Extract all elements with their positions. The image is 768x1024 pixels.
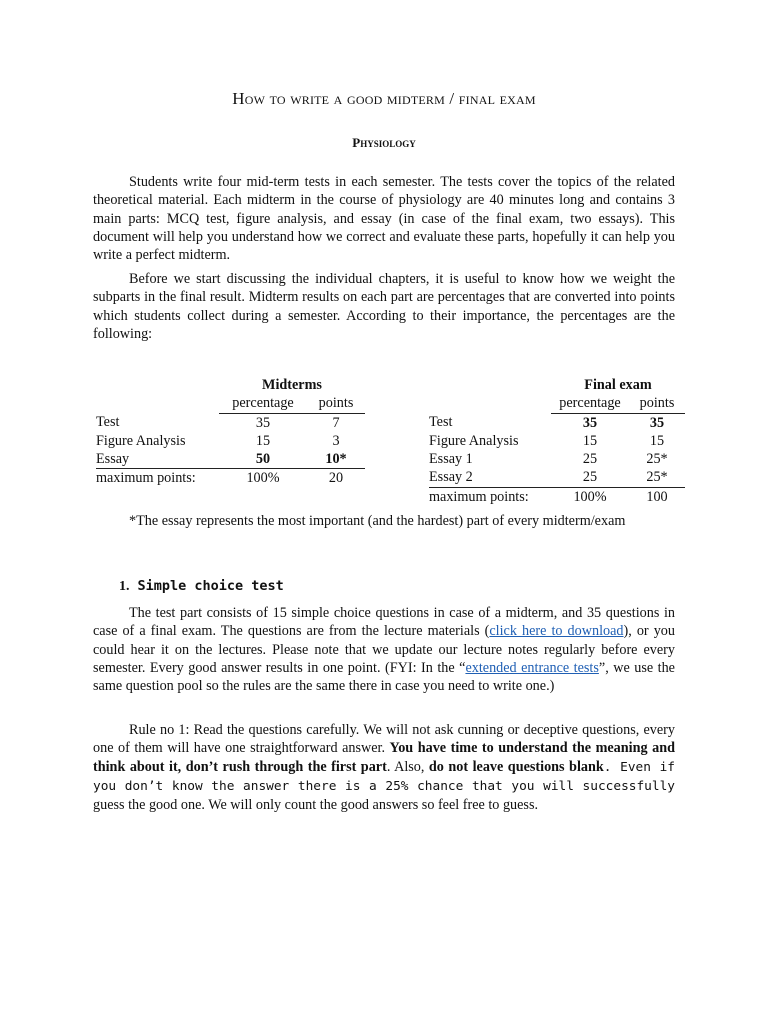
row-percentage: 50 [219,450,307,469]
table-row [96,432,365,450]
bold-text: do not leave questions blank [428,758,604,775]
table-row [429,413,685,432]
intro-paragraph-2: Before we start discussing the individual chapters, it is useful to know how we weight the subparts in the final result. Midterm results on each part are percentages that are converted into points which students collect during a semester. According to their importance, the percentages are the following: [93,271,675,342]
midterms-caption: Midterms [262,377,322,393]
row-label: Figure Analysis [96,432,186,449]
total-label: maximum points: [96,470,196,487]
total-points: 20 [328,470,344,487]
document-subtitle: Physiology [352,135,416,150]
final-exam-table [429,376,685,506]
row-points: 10* [307,450,365,469]
table-row [429,450,685,468]
row-percentage: 15 [582,432,598,449]
row-points: 3 [332,432,340,449]
section-paragraph-2 [93,721,675,814]
text-run: ”, we use the same question pool so the rules are the same there in case you need to write one.) [93,659,675,695]
text-run: Rule no 1: Read the questions carefully. We will not ask cunning or deceptive questions, every one of them will have one straightforward answer. [93,722,675,757]
row-percentage: 15 [255,432,271,449]
row-points: 15 [649,432,665,449]
midterms-col-percentage: percentage [219,394,307,413]
row-points: 7 [332,414,340,431]
final-col-percentage: percentage [551,394,629,413]
table-total-row [96,469,365,488]
table-row [96,450,365,469]
bold-text: You have time to understand the meaning and think about it, don’t rush through the first part [93,740,675,775]
text-run: guess the good one. We will only count the good answers so feel free to guess. [93,797,539,814]
row-percentage: 35 [255,414,271,431]
total-percentage: 100% [573,488,607,505]
row-points: 35 [649,414,665,431]
table-row [96,413,365,432]
row-label: Essay 1 [429,451,473,468]
text-run: The test part consists of 15 simple choice questions in case of a midterm, and 35 questions in case of a final exam. The questions are from the lecture materials ( [93,605,675,640]
total-points: 100 [646,488,668,505]
text-run: . Also, [386,758,429,775]
text-run: ), or you could hear it on the lectures. Please note that we update our lecture notes regularly before every semester. Every good answer results in one point. (FYI: In the “ [93,623,675,676]
final-exam-caption: Final exam [584,377,652,393]
section-number: 1. [119,579,130,594]
row-label: Figure Analysis [429,432,519,449]
row-label: Essay 2 [429,468,551,487]
row-percentage: 35 [582,414,598,431]
table-row [429,468,685,487]
total-percentage: 100% [246,470,280,487]
download-link[interactable]: click here to download [489,623,624,640]
row-label: Test [429,414,453,431]
intro-paragraph-1: Students write four mid-term tests in each semester. The tests cover the topics of the related theoretical material. Each midterm in the course of physiology are 40 minutes long and contains 3 main parts: MCQ test, figure analysis, and essay (in case of the final exam, two essays). This document will help you understand how we correct and evaluate these parts, hopefully it can help you write a perfect midterm. [93,174,675,264]
row-points: 25* [629,468,685,487]
table-footnote: *The essay represents the most important (and the hardest) part of every midterm/exam [129,513,626,529]
final-col-points: points [629,394,685,413]
midterms-table [96,376,365,488]
midterms-col-points: points [307,394,365,413]
row-label: Essay [96,450,219,469]
section-paragraph-1 [93,604,675,695]
row-label: Test [96,414,120,431]
table-total-row [429,487,685,506]
section-title: Simple choice test [137,578,284,594]
total-label: maximum points: [429,488,529,505]
text-run: . Even if you don’t know the answer there is a 25% chance that you will successfully [93,759,675,794]
section-heading [119,578,284,595]
row-percentage: 25 [582,451,598,468]
row-points: 25* [646,451,668,468]
document-title: How to write a good midterm / final exam [232,89,536,108]
row-percentage: 25 [551,468,629,487]
table-row [429,432,685,450]
extended-entrance-tests-link[interactable]: extended entrance tests [465,659,599,676]
